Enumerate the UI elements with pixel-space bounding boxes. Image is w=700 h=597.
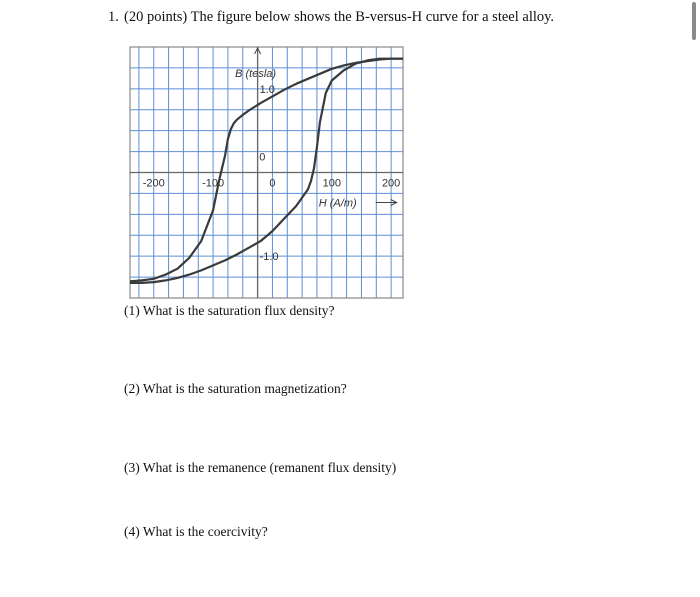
x-tick-label: 100	[322, 177, 341, 190]
subquestion-2: (2) What is the saturation magnetization?	[124, 381, 347, 396]
x-axis-label: H (A/m)	[318, 197, 357, 210]
x-tick-label: -100	[202, 177, 225, 190]
subquestion-1: (1) What is the saturation flux density?	[124, 303, 335, 318]
subquestion-4: (4) What is the coercivity?	[124, 524, 268, 539]
x-tick-label: -200	[142, 177, 165, 190]
origin-label: 0	[259, 151, 266, 164]
subquestion-3: (3) What is the remanence (remanent flux density)	[124, 460, 397, 475]
x-tick-label: 200	[381, 177, 401, 190]
y-tick-label: -1.0	[259, 251, 279, 264]
y-tick-label: 1.0	[259, 83, 275, 96]
x-tick-label: 0	[269, 177, 276, 190]
question-text: (20 points) The figure below shows the B-versus-H curve for a steel alloy.	[124, 9, 555, 25]
question-number: 1.	[108, 9, 119, 25]
y-axis-label: B (tesla)	[235, 68, 277, 80]
scrollbar-thumb[interactable]	[692, 2, 696, 40]
